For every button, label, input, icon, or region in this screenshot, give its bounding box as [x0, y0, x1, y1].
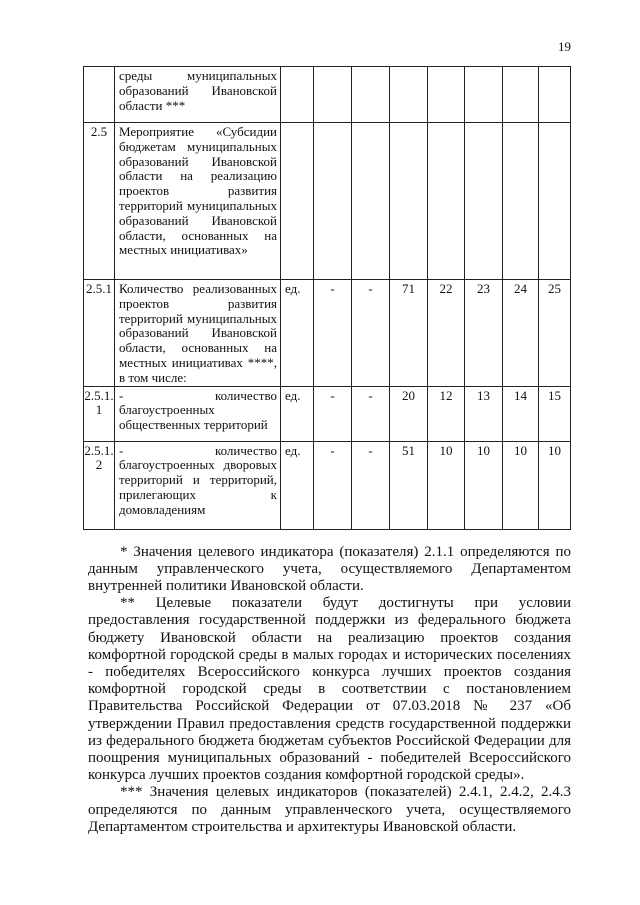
- unit-cell: ед.: [281, 280, 314, 387]
- row-number-cell: 2.5.1.2: [84, 441, 115, 529]
- unit-cell: ед.: [281, 386, 314, 441]
- value-cell: [428, 67, 465, 123]
- value-cell: -: [314, 386, 352, 441]
- value-cell: 10: [503, 441, 539, 529]
- value-cell: [390, 123, 428, 280]
- value-cell: [465, 67, 503, 123]
- indicators-table: [83, 66, 571, 530]
- page-content: [83, 66, 571, 836]
- value-cell: 71: [390, 280, 428, 387]
- row-number-cell: 2.5: [84, 123, 115, 280]
- value-cell: 25: [539, 280, 571, 387]
- row-name-cell: - количество благоустроенных общественных территорий: [115, 386, 281, 441]
- table-row: [84, 67, 571, 123]
- row-name-cell: среды муниципальных образований Ивановской области ***: [115, 67, 281, 123]
- value-cell: [503, 67, 539, 123]
- value-cell: 24: [503, 280, 539, 387]
- value-cell: [352, 123, 390, 280]
- footnotes: [88, 544, 571, 836]
- value-cell: 10: [428, 441, 465, 529]
- row-number-cell: [84, 67, 115, 123]
- row-number-cell: 2.5.1.1: [84, 386, 115, 441]
- value-cell: -: [352, 441, 390, 529]
- value-cell: -: [314, 280, 352, 387]
- footnote-1: * Значения целевого индикатора (показателя) 2.1.1 определяются по данным управленческого учета, осуществляемого Департаментом внутренней политики Ивановской области.: [88, 543, 571, 594]
- table-row: [84, 123, 571, 280]
- page-number: 19: [558, 39, 571, 54]
- value-cell: -: [352, 386, 390, 441]
- table-row: [84, 280, 571, 387]
- value-cell: 51: [390, 441, 428, 529]
- value-cell: [314, 123, 352, 280]
- value-cell: 12: [428, 386, 465, 441]
- value-cell: 22: [428, 280, 465, 387]
- value-cell: 10: [465, 441, 503, 529]
- unit-cell: ед.: [281, 441, 314, 529]
- value-cell: 14: [503, 386, 539, 441]
- row-name-cell: Мероприятие «Субсидии бюджетам муниципальных образований Ивановской области на реализацию проектов развития территорий муниципальных образований Ивановской области, основанных на местных инициативах»: [115, 123, 281, 280]
- value-cell: 20: [390, 386, 428, 441]
- value-cell: [539, 123, 571, 280]
- value-cell: [390, 67, 428, 123]
- value-cell: -: [314, 441, 352, 529]
- value-cell: [428, 123, 465, 280]
- table-row: [84, 441, 571, 529]
- unit-cell: [281, 67, 314, 123]
- value-cell: 15: [539, 386, 571, 441]
- value-cell: 23: [465, 280, 503, 387]
- unit-cell: [281, 123, 314, 280]
- value-cell: [539, 67, 571, 123]
- value-cell: [465, 123, 503, 280]
- row-number-cell: 2.5.1: [84, 280, 115, 387]
- value-cell: [352, 67, 390, 123]
- footnote-3: *** Значения целевых индикаторов (показателей) 2.4.1, 2.4.2, 2.4.3 определяются по данным управленческого учета, осуществляемого Департаментом строительства и архитектуры Ивановской области.: [88, 784, 571, 835]
- table-row: [84, 386, 571, 441]
- value-cell: -: [352, 280, 390, 387]
- value-cell: [503, 123, 539, 280]
- value-cell: [314, 67, 352, 123]
- row-name-cell: Количество реализованных проектов развития территорий муниципальных образований Ивановской области, основанных на местных инициативах ****, в том числе:: [115, 280, 281, 387]
- row-name-cell: - количество благоустроенных дворовых территорий и территорий, прилегающих к домовладениям: [115, 441, 281, 529]
- value-cell: 13: [465, 386, 503, 441]
- value-cell: 10: [539, 441, 571, 529]
- footnote-2: ** Целевые показатели будут достигнуты при условии предоставления государственной поддержки из федерального бюджета бюджету Ивановской области на реализацию проектов создания комфортной городской среды в малых городах и исторических поселениях - победителях Всероссийского конкурса лучших проектов создания комфортной городской среды в соответствии с постановлением Правительства Российской Федерации от 07.03.2018 № 237 «Об утверждении Правил предоставления средств государственной поддержки из федерального бюджета бюджетам субъектов Российской Федерации для поощрения муниципальных образований - победителей Всероссийского конкурса лучших проектов создания комфортной городской среды».: [88, 595, 571, 784]
